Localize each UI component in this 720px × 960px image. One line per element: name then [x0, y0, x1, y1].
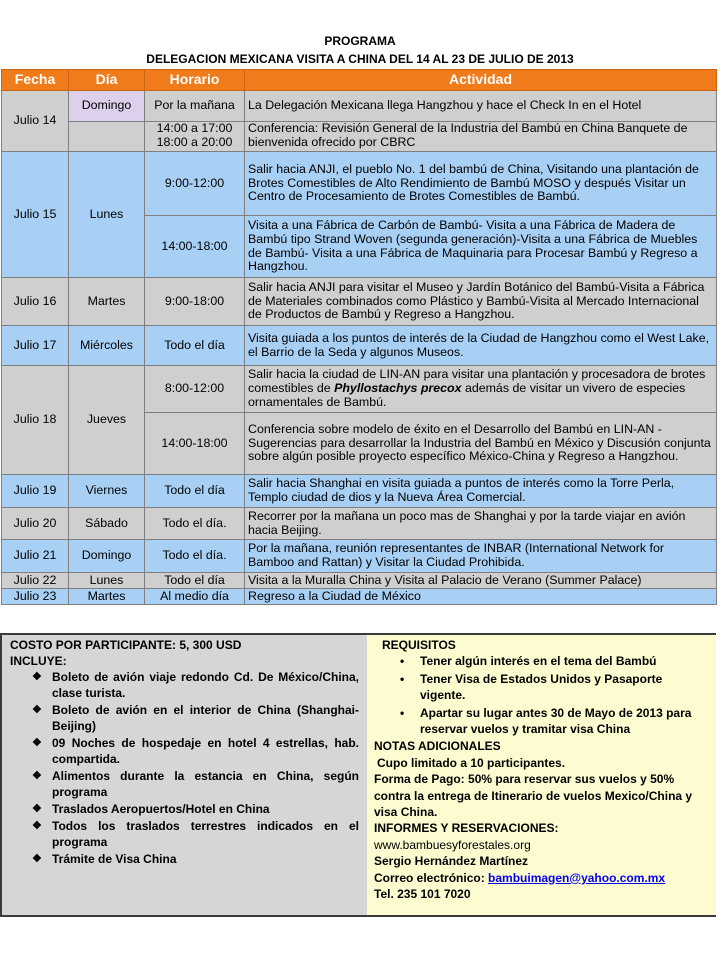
actividad-cell: Por la mañana, reunión representantes de INBAR (International Network for Bamboo and Rattan) y Visitar la Ciudad Prohibida.: [245, 540, 717, 573]
table-header-row: [2, 70, 717, 91]
list-item: [398, 671, 709, 704]
list-item-text: Tener Visa de Estados Unidos y Pasaporte vigente.: [420, 671, 663, 703]
table-row: [2, 540, 717, 573]
horario-cell: 9:00-18:00: [145, 278, 245, 326]
fecha-cell: Julio 15: [2, 152, 69, 278]
page-subtitle: DELEGACION MEXICANA VISITA A CHINA DEL 14 AL 23 DE JULIO DE 2013: [146, 52, 574, 66]
requisitos-list: [374, 653, 709, 737]
table-row: [2, 475, 717, 508]
horario-cell: Todo el día: [145, 573, 245, 589]
incluye-list: [10, 669, 359, 867]
requisitos-panel: [367, 635, 716, 915]
actividad-cell: Conferencia: Revisión General de la Industria del Bambú en China Banquete de bienvenida ofrecido por CBRC: [245, 121, 717, 152]
fecha-cell: Julio 21: [2, 540, 69, 573]
actividad-text: además de visitar un vivero de especies ornamentales de Bambú.: [248, 381, 686, 409]
actividad-cell: Recorrer por la mañana un poco mas de Shanghai y por la tarde viajar en avión hacia Beijing.: [245, 508, 717, 540]
list-item: [32, 768, 359, 800]
horario-cell: Todo el día: [145, 475, 245, 508]
list-item-text: Todos los traslados terrestres indicados en el programa: [52, 819, 359, 849]
column-header-actividad: Actividad: [245, 70, 717, 91]
actividad-text: Salir hacia la ciudad de LIN-AN para visitar una plantación y procesadora de brotes comestibles de: [248, 367, 706, 396]
page-title: PROGRAMA: [324, 34, 396, 48]
dia-cell: Domingo: [69, 91, 145, 122]
email-label: Correo electrónico:: [374, 870, 489, 885]
list-item-text: Trámite de Visa China: [52, 852, 177, 866]
costo-panel: [2, 635, 367, 915]
cupo-text: Cupo limitado a 10 participantes.: [377, 755, 566, 770]
incluye-label: INCLUYE:: [10, 654, 67, 668]
table-row: [2, 152, 717, 216]
horario-cell: 8:00-12:00: [145, 366, 245, 413]
list-item: [32, 702, 359, 734]
actividad-cell: Visita a la Muralla China y Visita al Palacio de Verano (Summer Palace): [245, 573, 717, 589]
dia-cell: Lunes: [69, 152, 145, 278]
diamond-bullet-icon: ❖: [32, 853, 42, 865]
fecha-cell: Julio 18: [2, 366, 69, 475]
list-item-text: Traslados Aeropuertos/Hotel en China: [52, 802, 270, 816]
table-row: [2, 366, 717, 413]
actividad-cell: Salir hacia ANJI, el pueblo No. 1 del bambú de China, Visitando una plantación de Brotes Comestibles de Alto Rendimiento de Bambú MOSO y después Visitar un Centro de Procesamiento de Brotes Comestibles de Bambú.: [245, 152, 717, 216]
list-item-text: Boleto de avión viaje redondo Cd. De México/China, clase turista.: [52, 670, 359, 700]
list-item-text: Boleto de avión en el interior de China (Shanghai-Beijing): [52, 703, 359, 733]
table-row: [2, 326, 717, 366]
actividad-cell: Conferencia sobre modelo de éxito en el Desarrollo del Bambú en LIN-AN -Sugerencias para desarrollar la Industria del Bambú en México y Discusión conjunta sobre algún posible proyecto específico México-China y Regreso a Hangzhou.: [245, 413, 717, 475]
diamond-bullet-icon: ❖: [32, 737, 42, 749]
fecha-cell: Julio 19: [2, 475, 69, 508]
list-item: [32, 669, 359, 701]
horario-cell: Por la mañana: [145, 91, 245, 122]
actividad-cell: Salir hacia Shanghai en visita guiada a puntos de interés como la Torre Perla, Templo ciudad de dios y la Nueva Área Comercial.: [245, 475, 717, 508]
table-row: [2, 589, 717, 605]
fecha-cell: Julio 23: [2, 589, 69, 605]
table-row: [2, 121, 717, 152]
dia-cell: Jueves: [69, 366, 145, 475]
actividad-cell: Visita a una Fábrica de Carbón de Bambú- Visita a una Fábrica de Madera de Bambú tipo Strand Woven (segunda generación)-Visita a una Fábrica de Muebles de Bambú- Visita a una Fábrica de Maquinaria para Procesar Bambú y Regreso a Hangzhou.: [245, 216, 717, 278]
pago-text: Forma de Pago: 50% para reservar sus vuelos y 50% contra la entrega de Itinerario de vuelos Mexico/China y visa China.: [374, 772, 693, 820]
phone-text: Tel. 235 101 7020: [374, 887, 471, 902]
list-item: [398, 705, 709, 738]
table-row: [2, 91, 717, 122]
actividad-cell: La Delegación Mexicana llega Hangzhou y hace el Check In en el Hotel: [245, 91, 717, 122]
dia-cell-empty: [69, 121, 145, 152]
list-item: [398, 653, 709, 669]
dia-cell: Sábado: [69, 508, 145, 540]
species-name: Phyllostachys precox: [334, 381, 462, 396]
diamond-bullet-icon: ❖: [32, 803, 42, 815]
fecha-cell: Julio 22: [2, 573, 69, 589]
schedule-table: [1, 69, 717, 605]
diamond-bullet-icon: ❖: [32, 820, 42, 832]
actividad-cell: Regreso a la Ciudad de México: [245, 589, 717, 605]
dia-cell: Martes: [69, 278, 145, 326]
list-item: [32, 818, 359, 850]
horario-cell: 14:00-18:00: [145, 413, 245, 475]
fecha-cell: Julio 17: [2, 326, 69, 366]
notas-title: NOTAS ADICIONALES: [374, 739, 501, 754]
column-header-fecha: Fecha: [2, 70, 69, 91]
dia-cell: Lunes: [69, 573, 145, 589]
informes-title: INFORMES Y RESERVACIONES:: [374, 821, 559, 836]
horario-cell: Al medio día: [145, 589, 245, 605]
list-item: [32, 735, 359, 767]
email-link[interactable]: bambuimagen@yahoo.com.mx: [488, 870, 666, 885]
table-row: [2, 278, 717, 326]
bullet-icon: •: [400, 654, 405, 669]
diamond-bullet-icon: ❖: [32, 704, 42, 716]
list-item: [32, 851, 359, 867]
horario-cell: 14:00-18:00: [145, 216, 245, 278]
column-header-dia: Día: [69, 70, 145, 91]
dia-cell: Viernes: [69, 475, 145, 508]
dia-cell: Martes: [69, 589, 145, 605]
costo-title: COSTO POR PARTICIPANTE: 5, 300 USD: [10, 638, 242, 652]
bullet-icon: •: [400, 705, 405, 720]
table-row: [2, 508, 717, 540]
table-row: [2, 573, 717, 589]
list-item-text: Apartar su lugar antes 30 de Mayo de 2013 para reservar vuelos y tramitar visa China: [420, 705, 692, 737]
requisitos-title: REQUISITOS: [382, 638, 456, 652]
horario-cell: Todo el día: [145, 326, 245, 366]
horario-cell: Todo el día.: [145, 540, 245, 573]
list-item-text: 09 Noches de hospedaje en hotel 4 estrellas, hab. compartida.: [52, 736, 359, 766]
email-line: [374, 870, 709, 886]
info-box: [0, 633, 716, 917]
horario-cell: Todo el día.: [145, 508, 245, 540]
actividad-cell: [245, 366, 717, 413]
fecha-cell: Julio 20: [2, 508, 69, 540]
column-header-horario: Horario: [145, 70, 245, 91]
actividad-cell: Visita guiada a los puntos de interés de la Ciudad de Hangzhou como el West Lake, el Barrio de la Seda y algunos Museos.: [245, 326, 717, 366]
contact-name: Sergio Hernández Martínez: [374, 854, 529, 869]
list-item-text: Tener algún interés en el tema del Bambú: [420, 654, 657, 669]
diamond-bullet-icon: ❖: [32, 671, 42, 683]
dia-cell: Miércoles: [69, 326, 145, 366]
website-link[interactable]: www.bambuesyforestales.org: [374, 837, 531, 852]
diamond-bullet-icon: ❖: [32, 770, 42, 782]
horario-cell: 9:00-12:00: [145, 152, 245, 216]
list-item-text: Alimentos durante la estancia en China, según programa: [52, 769, 359, 799]
horario-cell: 14:00 a 17:00 18:00 a 20:00: [145, 121, 245, 152]
fecha-cell: Julio 14: [2, 91, 69, 152]
dia-cell: Domingo: [69, 540, 145, 573]
bullet-icon: •: [400, 671, 405, 686]
actividad-cell: Salir hacia ANJI para visitar el Museo y Jardín Botánico del Bambú-Visita a Fábrica de Materiales combinados como Plástico y Bambú-Visita al Mercado Internacional de Productos de Bambú y Regreso a Hangzhou.: [245, 278, 717, 326]
fecha-cell: Julio 16: [2, 278, 69, 326]
list-item: [32, 801, 359, 817]
